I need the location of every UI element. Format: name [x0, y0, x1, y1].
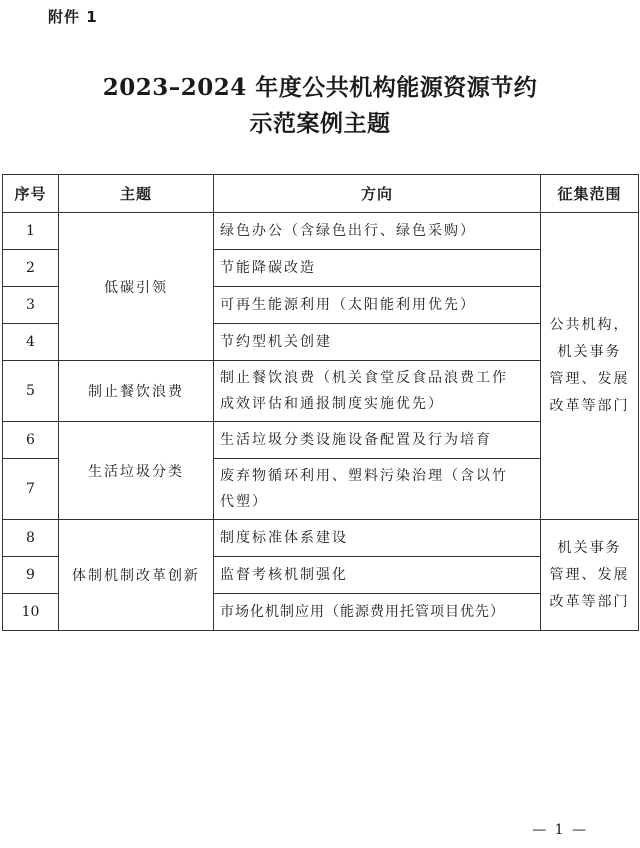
row-number: 10 [3, 594, 59, 631]
row-direction: 可再生能源利用（太阳能利用优先） [214, 287, 541, 324]
row-direction: 市场化机制应用（能源费用托管项目优先） [214, 594, 541, 631]
row-number: 6 [3, 422, 59, 459]
themes-table [2, 174, 639, 631]
topic-reform: 体制机制改革创新 [59, 520, 214, 631]
table-row [3, 520, 639, 557]
header-scope: 征集范围 [541, 175, 639, 213]
row-number: 3 [3, 287, 59, 324]
row-number: 5 [3, 361, 59, 422]
direction-line: 成效评估和通报制度实施优先） [220, 396, 444, 412]
topic-food-waste: 制止餐饮浪费 [59, 361, 214, 422]
scope-line: 改革等部门 [549, 593, 630, 610]
page-number: — 1 — [532, 822, 588, 838]
scope-line: 公共机构， [549, 317, 630, 333]
table-row [3, 213, 639, 250]
row-number: 7 [3, 459, 59, 520]
scope-line: 机关事务 [557, 344, 622, 360]
scope-government-affairs [541, 520, 639, 631]
direction-line: 代塑） [220, 494, 268, 510]
topic-low-carbon: 低碳引领 [59, 213, 214, 361]
row-direction: 制度标准体系建设 [214, 520, 541, 557]
header-direction: 方向 [214, 175, 541, 213]
row-direction: 节能降碳改造 [214, 250, 541, 287]
header-seq: 序号 [3, 175, 59, 213]
direction-line: 废弃物循环利用、塑料污染治理（含以竹 [220, 468, 508, 484]
row-number: 8 [3, 520, 59, 557]
row-direction: 节约型机关创建 [214, 324, 541, 361]
attachment-label: 附件 1 [48, 8, 98, 26]
row-number: 1 [3, 213, 59, 250]
scope-line: 改革等部门 [549, 398, 630, 414]
row-number: 2 [3, 250, 59, 287]
header-topic: 主题 [59, 175, 214, 213]
scope-line: 管理、发展 [549, 371, 630, 387]
scope-line: 机关事务 [557, 539, 622, 556]
row-direction [214, 361, 541, 422]
table-header-row [3, 175, 639, 213]
scope-public-institutions [541, 213, 639, 520]
topic-garbage: 生活垃圾分类 [59, 422, 214, 520]
row-direction: 绿色办公（含绿色出行、绿色采购） [214, 213, 541, 250]
direction-line: 制止餐饮浪费（机关食堂反食品浪费工作 [220, 370, 508, 386]
row-number: 9 [3, 557, 59, 594]
title-line-1: 2023–2024 年度公共机构能源资源节约 [102, 74, 538, 101]
scope-line: 管理、发展 [549, 566, 630, 583]
document-title [0, 70, 640, 142]
row-direction: 监督考核机制强化 [214, 557, 541, 594]
row-direction [214, 459, 541, 520]
row-number: 4 [3, 324, 59, 361]
title-line-2: 示范案例主题 [249, 110, 391, 137]
row-direction: 生活垃圾分类设施设备配置及行为培育 [214, 422, 541, 459]
